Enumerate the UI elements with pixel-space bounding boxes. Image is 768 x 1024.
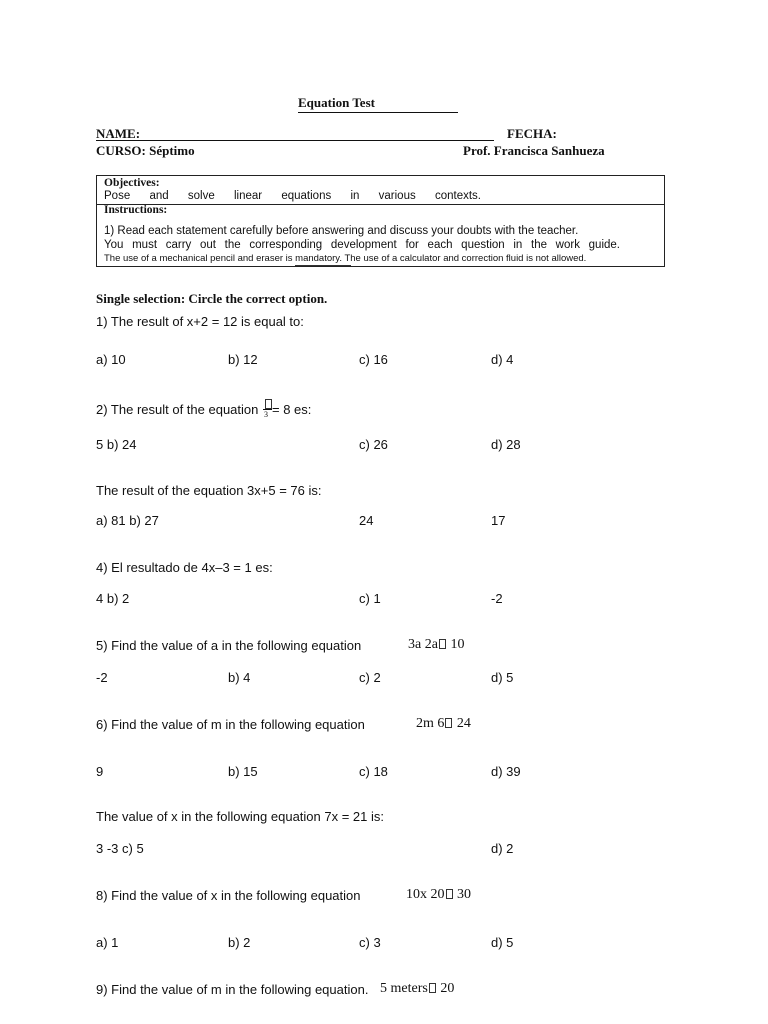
q8-option-a[interactable]: a) 1: [96, 935, 119, 950]
q2-option-d[interactable]: d) 28: [491, 437, 521, 452]
question-1: 1) The result of x+2 = 12 is equal to:: [96, 314, 304, 329]
question-9: 9) Find the value of m in the following equation.: [96, 982, 369, 997]
q5-equation: 3a 2a 10: [408, 637, 465, 652]
objectives-label: Objectives:: [104, 177, 160, 189]
q5-option-c[interactable]: c) 2: [359, 670, 381, 685]
equals-placeholder-icon: [429, 983, 436, 993]
name-underline: [96, 140, 494, 141]
course-label: CURSO: Séptimo: [96, 143, 195, 158]
q6-option-a[interactable]: 9: [96, 764, 104, 779]
mandatory-underline: [295, 265, 351, 266]
q5-option-d[interactable]: d) 5: [491, 670, 514, 685]
q4-option-d[interactable]: -2: [491, 591, 503, 606]
document-title: Equation Test: [298, 95, 458, 113]
question-5: 5) Find the value of a in the following equation: [96, 638, 362, 653]
q8-option-c[interactable]: c) 3: [359, 935, 381, 950]
objective-word: solve: [187, 190, 215, 202]
objective-word: equations: [281, 190, 332, 202]
objective-word: linear: [233, 190, 263, 202]
instruction-line-1: 1) Read each statement carefully before answering and discuss your doubts with the teacher.: [104, 225, 579, 237]
objective-word: in: [350, 190, 360, 202]
q1-option-d[interactable]: d) 4: [491, 352, 514, 367]
q3-option-c[interactable]: 24: [359, 513, 374, 528]
question-2: [96, 402, 258, 417]
q1-option-b[interactable]: b) 12: [228, 352, 258, 367]
date-label: FECHA:: [507, 126, 557, 141]
section-title: Single selection: Circle the correct option.: [96, 291, 328, 306]
q5-option-a[interactable]: -2: [96, 670, 108, 685]
q6-option-d[interactable]: d) 39: [491, 764, 521, 779]
q8-option-d[interactable]: d) 5: [491, 935, 514, 950]
objective-word: various: [378, 190, 416, 202]
box-divider: [97, 204, 664, 205]
instruction-line-2: You must carry out the corresponding development for each question in the work guide.: [104, 239, 620, 251]
name-label: NAME:: [96, 126, 141, 141]
instruction-line-3: The use of a mechanical pencil and eraser is mandatory. The use of a calculator and correction fluid is not allowed.: [104, 253, 587, 264]
q3-option-d[interactable]: 17: [491, 513, 506, 528]
question-4: 4) El resultado de 4x–3 = 1 es:: [96, 560, 273, 575]
equals-placeholder-icon: [439, 639, 446, 649]
instructions-label: Instructions:: [104, 204, 168, 216]
q9-equation: 5 meters 20: [380, 981, 455, 996]
objective-word: and: [149, 190, 169, 202]
q6-equation: 2m 6 24: [416, 716, 471, 731]
q1-option-c[interactable]: c) 16: [359, 352, 388, 367]
q6-option-c[interactable]: c) 18: [359, 764, 388, 779]
question-2-text: 2) The result of the equation: [96, 402, 259, 417]
question-2-equals: = 8: [272, 402, 291, 417]
question-2-end: es:: [294, 402, 312, 417]
question-3: The result of the equation 3x+5 = 76 is:: [96, 483, 322, 498]
q1-option-a[interactable]: a) 10: [96, 352, 126, 367]
equals-placeholder-icon: [446, 889, 453, 899]
q8-option-b[interactable]: b) 2: [228, 935, 251, 950]
objectives-text: [104, 190, 481, 202]
q7-option-a[interactable]: 3 -3 c) 5: [96, 841, 144, 856]
q3-option-a[interactable]: a) 81 b) 27: [96, 513, 159, 528]
q7-option-d[interactable]: d) 2: [491, 841, 514, 856]
q8-equation: 10x 20 30: [406, 887, 471, 902]
question-6: 6) Find the value of m in the following equation: [96, 717, 365, 732]
q4-option-c[interactable]: c) 1: [359, 591, 381, 606]
q4-option-a[interactable]: 4 b) 2: [96, 591, 130, 606]
fraction-icon: 3: [262, 398, 274, 424]
objective-word: Pose: [104, 190, 131, 202]
question-8: 8) Find the value of x in the following equation: [96, 888, 361, 903]
objective-word: contexts.: [434, 190, 481, 202]
teacher-name: Prof. Francisca Sanhueza: [463, 143, 605, 158]
equals-placeholder-icon: [445, 718, 452, 728]
q5-option-b[interactable]: b) 4: [228, 670, 251, 685]
q6-option-b[interactable]: b) 15: [228, 764, 258, 779]
q2-option-c[interactable]: c) 26: [359, 437, 388, 452]
q2-option-a[interactable]: 5 b) 24: [96, 437, 137, 452]
question-7: The value of x in the following equation 7x = 21 is:: [96, 809, 384, 824]
info-box: [96, 175, 665, 267]
